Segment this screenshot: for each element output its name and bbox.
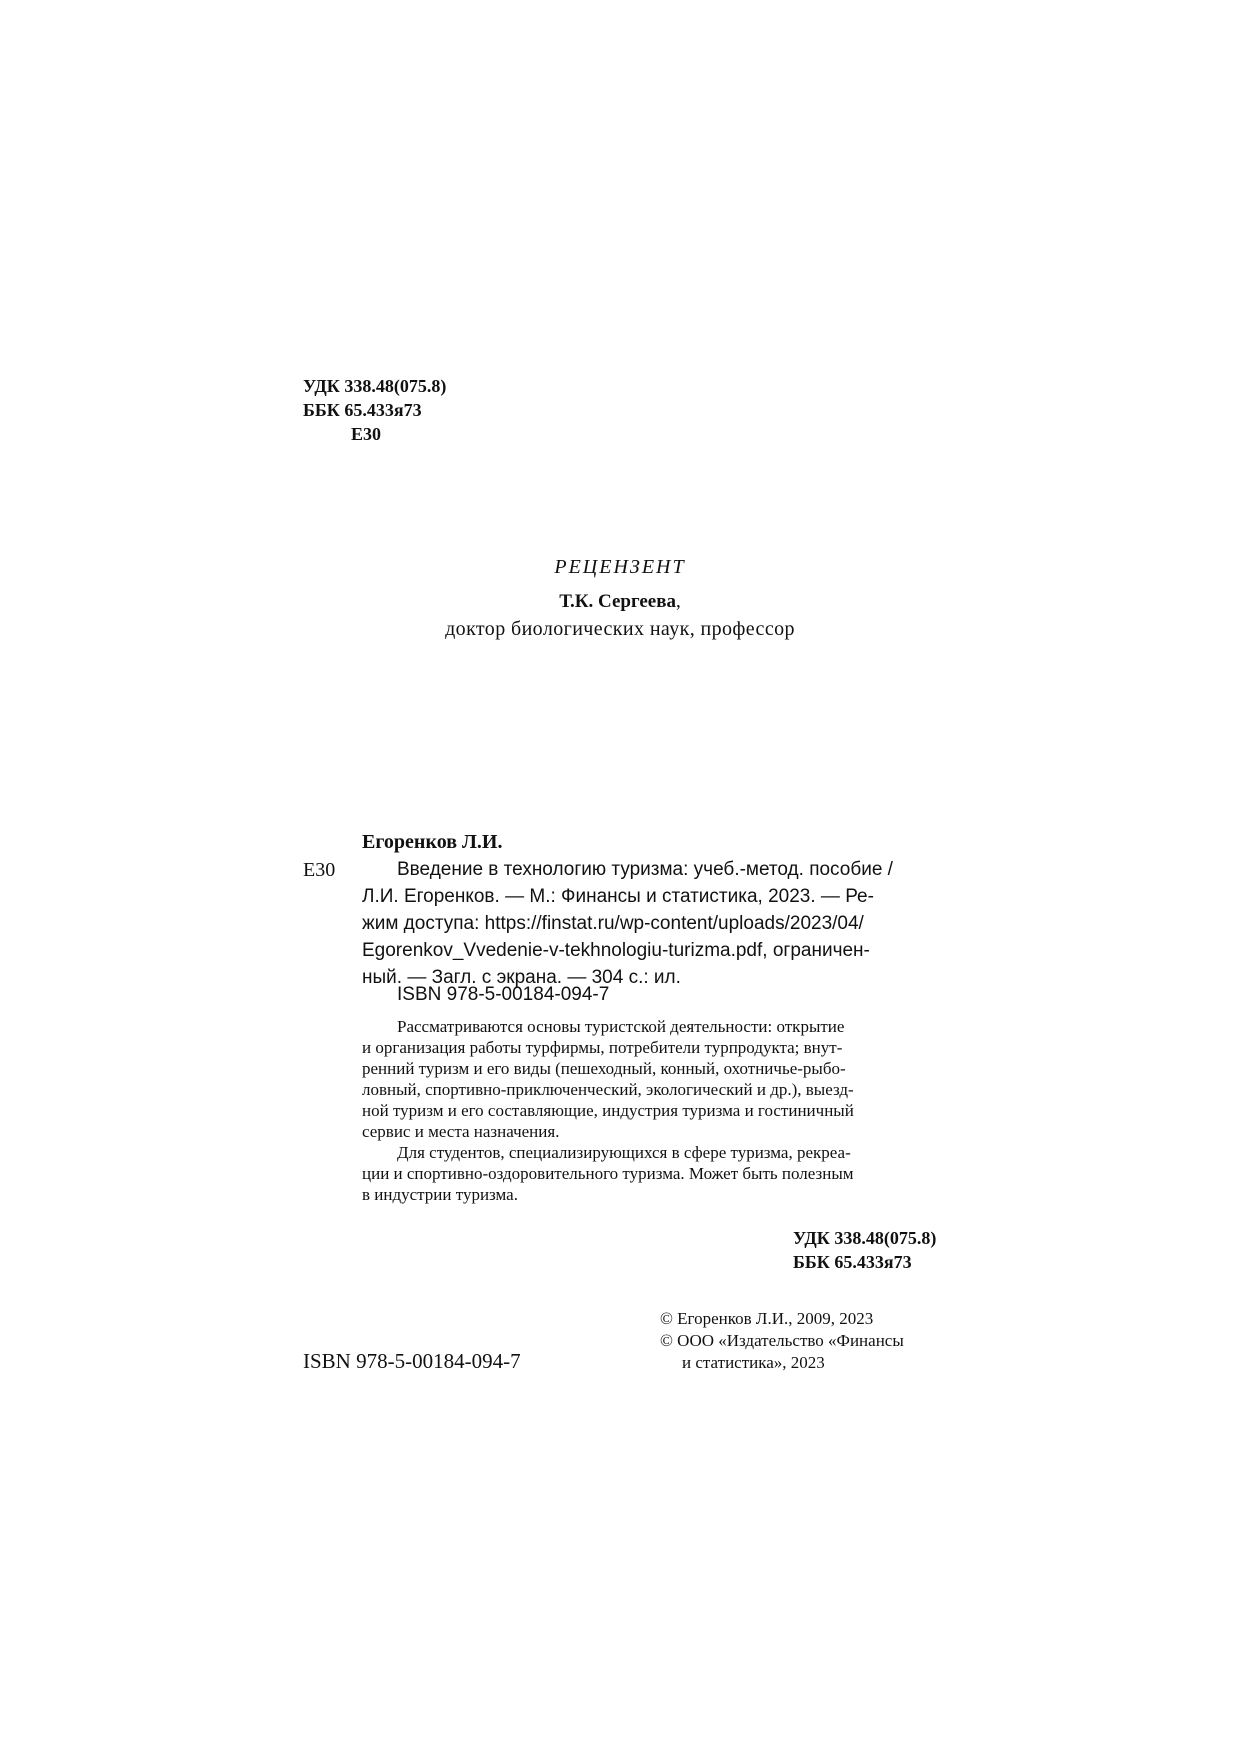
bibliographic-entry <box>362 856 956 991</box>
bbk-code: ББК 65.433я73 <box>303 400 422 420</box>
reviewer-degree: доктор биологических наук, профессор <box>445 618 795 640</box>
abstract-line: сервис и места назначения. <box>362 1122 560 1141</box>
copyright-author: © Егоренков Л.И., 2009, 2023 <box>660 1309 874 1328</box>
reviewer-heading: РЕЦЕНЗЕНТ <box>554 556 686 578</box>
author-sign-left: Е30 <box>303 859 336 881</box>
reviewer-name-line <box>0 588 1240 616</box>
udk-code: УДК 338.48(075.8) <box>793 1228 937 1248</box>
abstract-line: Рассматриваются основы туристской деятельности: открытие <box>397 1017 845 1036</box>
abstract <box>362 1016 956 1205</box>
isbn-entry: ISBN 978-5-00184-094-7 <box>397 984 610 1005</box>
reviewer-block <box>0 554 1240 642</box>
entry-line: жим доступа: https://finstat.ru/wp-content/uploads/2023/04/ <box>362 913 864 934</box>
abstract-line: и организация работы турфирмы, потребители турпродукта; внут- <box>362 1038 843 1057</box>
abstract-line: Для студентов, специализирующихся в сфере туризма, рекреа- <box>397 1143 851 1162</box>
abstract-line: ной туризм и его составляющие, индустрия туризма и гостиничный <box>362 1101 854 1120</box>
reviewer-name-suffix: , <box>676 591 681 612</box>
bbk-code: ББК 65.433я73 <box>793 1252 912 1272</box>
copyright-publisher: © ООО «Издательство «Финансы <box>660 1331 904 1350</box>
entry-line: Egorenkov_Vvedenie-v-tekhnologiu-turizma.pdf, ограничен- <box>362 940 870 961</box>
isbn-bottom: ISBN 978-5-00184-094-7 <box>303 1349 521 1373</box>
author-sign: Е30 <box>351 424 382 444</box>
copyright-block <box>660 1308 904 1374</box>
abstract-line: ции и спортивно-оздоровительного туризма. Может быть полезным <box>362 1164 854 1183</box>
classification-top <box>303 374 446 446</box>
entry-line: Введение в технологию туризма: учеб.-метод. пособие / <box>397 859 893 880</box>
author-heading: Егоренков Л.И. <box>362 831 503 853</box>
reviewer-name: Т.К. Сергеева <box>559 591 676 612</box>
abstract-line: ренний туризм и его виды (пешеходный, конный, охотничье-рыбо- <box>362 1059 846 1078</box>
copyright-publisher-cont: и статистика», 2023 <box>682 1353 825 1372</box>
entry-line: ный. — Загл. с экрана. — 304 с.: ил. <box>362 967 681 988</box>
udk-code: УДК 338.48(075.8) <box>303 376 447 396</box>
abstract-line: в индустрии туризма. <box>362 1185 518 1204</box>
classification-bottom <box>793 1226 936 1274</box>
entry-line: Л.И. Егоренков. — М.: Финансы и статистика, 2023. — Ре- <box>362 886 874 907</box>
abstract-line: ловный, спортивно-приключенческий, экологический и др.), выезд- <box>362 1080 854 1099</box>
